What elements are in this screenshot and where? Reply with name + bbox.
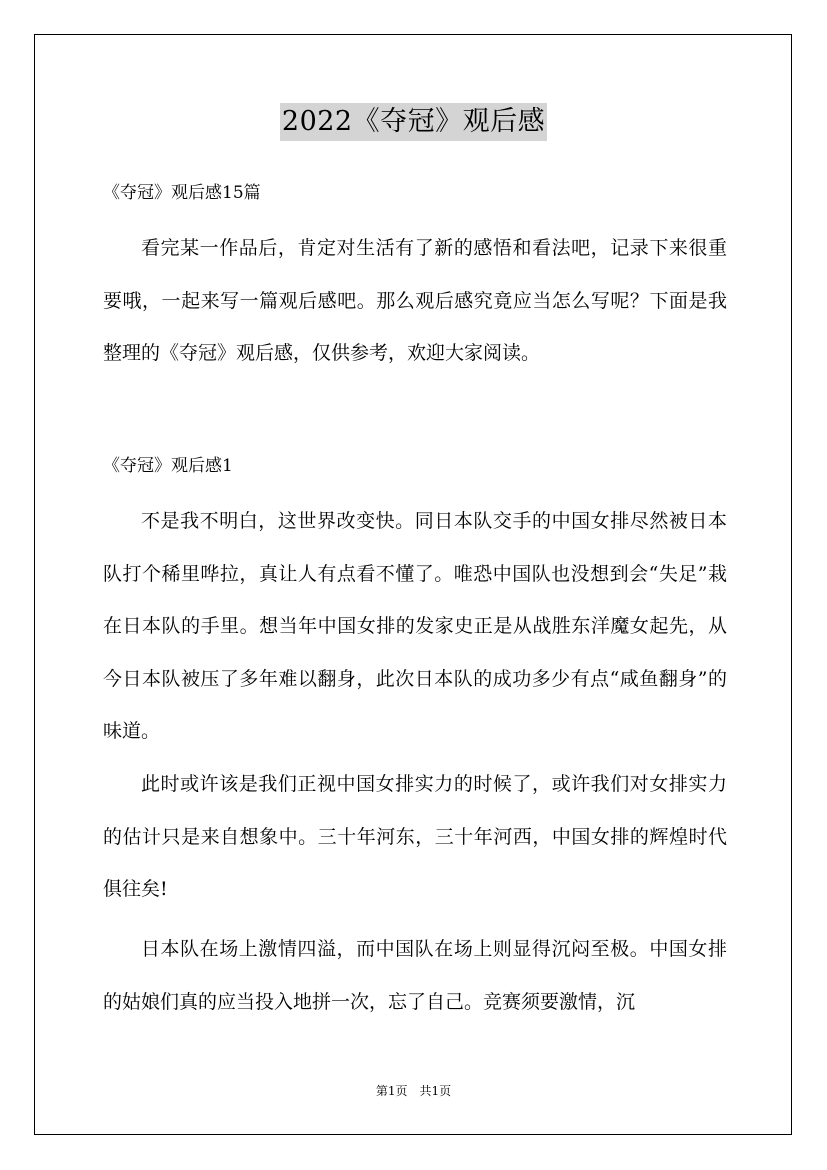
body-paragraph-2: 此时或许该是我们正视中国女排实力的时候了，或许我们对女排实力的估计只是来自想象中。三十年河东，三十年河西，中国女排的辉煌时代俱往矣! xyxy=(103,773,727,900)
body-paragraph-1: 不是我不明白，这世界改变快。同日本队交手的中国女排尽然被日本队打个稀里哗拉，真让人有点看不懂了。唯恐中国队也没想到会“失足”栽在日本队的手里。想当年中国女排的发家史正是从战胜东洋魔女起先，从今日本队被压了多年难以翻身，此次日本队的成功多少有点“咸鱼翻身”的味道。 xyxy=(103,510,727,742)
page-footer: 第1页 共1页 xyxy=(375,1084,452,1098)
document-title: 2022《夺冠》观后感 xyxy=(280,103,547,141)
title-container xyxy=(0,103,827,141)
intro-paragraph: 看完某一作品后，肯定对生活有了新的感悟和看法吧，记录下来很重要哦，一起来写一篇观后感吧。那么观后感究竟应当怎么写呢？下面是我整理的《夺冠》观后感，仅供参考，欢迎大家阅读。 xyxy=(103,237,727,364)
body-paragraph-3: 日本队在场上激情四溢，而中国队在场上则显得沉闷至极。中国女排的姑娘们真的应当投入地拼一次，忘了自己。竞赛须要激情，沉 xyxy=(103,938,727,1013)
section-heading: 《夺冠》观后感1 xyxy=(103,456,233,476)
document-subtitle: 《夺冠》观后感15篇 xyxy=(103,183,261,203)
